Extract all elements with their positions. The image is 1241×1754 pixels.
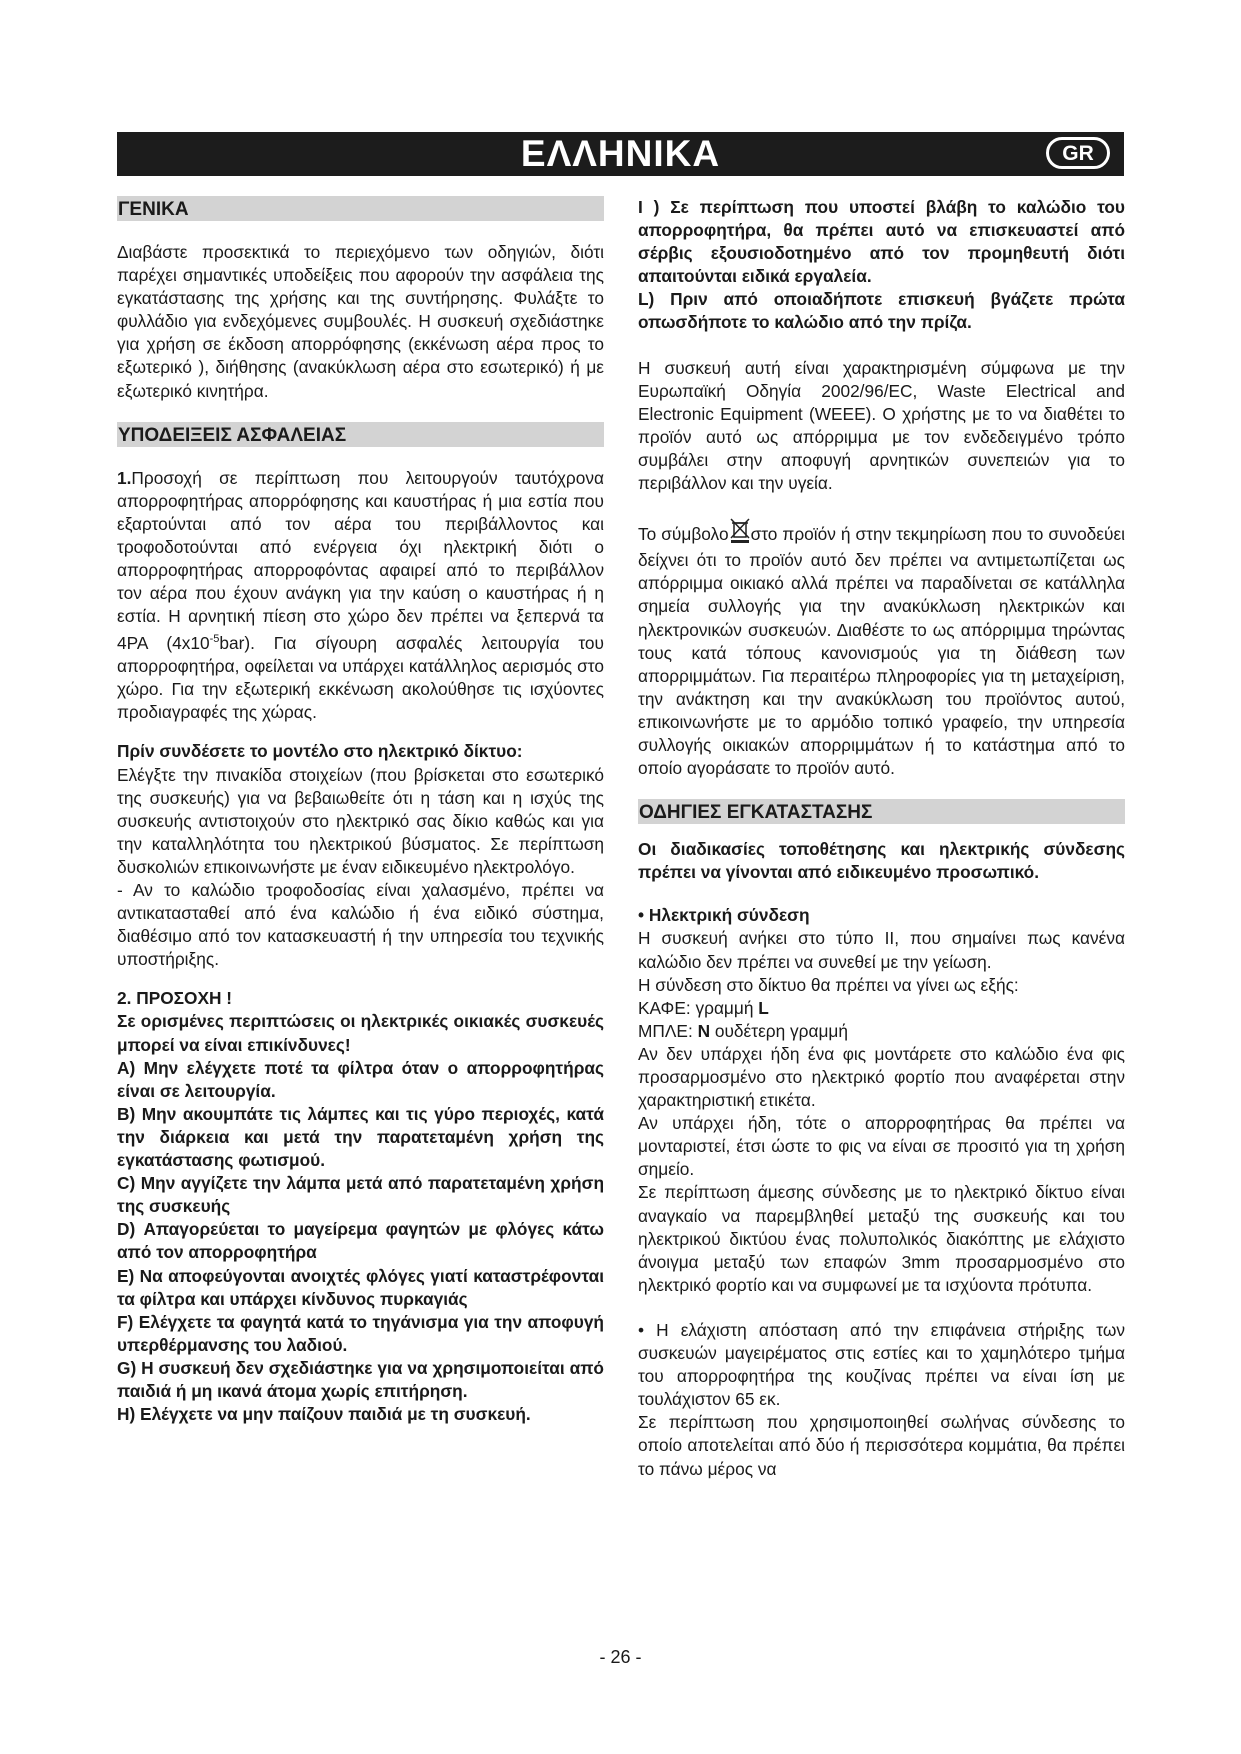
symbol-text-a: Το σύμβολο	[638, 524, 729, 545]
safety-item-1-text-a: Προσοχή σε περίπτωση που λειτουργούν ταυτόχρονα απορροφητήρας απορρόφησης και καυστήρας ή μια εστία που εξαρτούνται από τον αέρα του περιβάλλοντος και τροφοδοτούνται από ενέργεια όχι ηλεκτρική διότι ο απορροφητήρας απορροφόντας αφαιρεί από το περιβάλλον τον αέρα που έχουν ανάγκη για την καύση ο καυστήρας ή η εστία. Η αρνητική πίεση στο χώρο δεν πρέπει να ξεπερνά τα 4PA (4x10	[117, 467, 604, 654]
connect-title: Πρίν συνδέσετε το μοντέλο στο ηλεκτρικό δίκτυο:	[117, 741, 523, 762]
plug-text-3: Σε περίπτωση άμεσης σύνδεσης με το ηλεκτρικό δίκτυο είναι αναγκαίο να παρεμβληθεί μεταξύ της συσκευής και του ηλεκτρικού δικτύου ένας πολυπολικός διακόπτης με ελάχιστο άνοιγμα μεταξύ των επαφών 3mm προσαρμοσμένο στο ηλεκτρικό φορτίο και να συμφωνεί με τα ισχύοντα πρότυπα.	[638, 1182, 1125, 1295]
crossed-bin-icon	[729, 517, 751, 549]
safety-item-1	[117, 467, 604, 725]
electric-connection-title: • Ηλεκτρική σύνδεση	[638, 905, 810, 926]
attention-2-title: 2. ΠΡΟΣΟΧΗ !	[117, 988, 233, 1009]
install-intro: Οι διαδικασίες τοποθέτησης και ηλεκτρικής σύνδεσης πρέπει να γίνονται από ειδικευμένο προσωπικό.	[638, 839, 1125, 883]
left-column	[117, 196, 604, 1426]
electric-text-2: Η σύνδεση στο δίκτυο θα πρέπει να γίνει ως εξής:	[638, 974, 1019, 995]
safety-item-1-text-b: bar). Για σίγουρη ασφαλές λειτουργία του απορροφητήρα, οφείλεται να υπάρχει κατάλληλος αερισμός στο χώρο. Για την εξωτερική εκκένωση ακολούθησε τις ισχύοντες προδιαγραφές της χώρας.	[117, 633, 604, 723]
country-badge: GR	[1046, 137, 1110, 169]
warning-a: A) Μην ελέγχετε ποτέ τα φίλτρα όταν ο απορροφητήρας είναι σε λειτουργία.	[117, 1057, 604, 1101]
symbol-text-b: στο προϊόν ή στην τεκμηρίωση που το συνοδεύει δείχνει ότι το προϊόν αυτό δεν πρέπει να αντιμετωπίζεται ως απόρριμμα οικιακό αλλά πρέπει να παραδίνεται σε κατάλληλα σημεία συλλογής για την ανακύκλωση ηλεκτρικών και ηλεκτρονικών συσκευών. Διαθέστε το ως απόρριμμα τηρώντας τους κατά τόπους κανονισμούς για τη διάθεση των απορριμμάτων. Για περαιτέρω πληροφορίες για τη μεταχείριση, την ανάκτηση και την ανακύκλωση του προϊόντος αυτού, επικοινωνήστε με το αρμόδιο τοπικό γραφείο, την υπηρεσία συλλογής οικιακών απορριμμάτων ή το κατάστημα από το οποίο αγοράσατε το προϊόν αυτό.	[638, 524, 1126, 779]
warning-i: I ) Σε περίπτωση που υποστεί βλάβη το καλώδιο του απορροφητήρα, θα πρέπει αυτό να επισκευαστεί από σέρβις εξουσιοδοτημένο από τον προμηθευτή διότι απαιτούνται ειδικά εργαλεία.	[638, 197, 1125, 287]
blue-wire-desc: ουδέτερη γραμμή	[714, 1020, 849, 1041]
warning-d: D) Απαγορεύεται το μαγείρεμα φαγητών με φλόγες κάτω από τον απορροφητήρα	[117, 1219, 604, 1263]
tube-text: Σε περίπτωση που χρησιμοποιηθεί σωλήνας σύνδεσης το οποίο αποτελείται από δύο ή περισσότερα κομμάτια, θα πρέπει το πάνω μέρος να	[638, 1412, 1125, 1479]
right-column	[638, 196, 1125, 1481]
warning-l: L) Πριν από οποιαδήποτε επισκευή βγάζετε πρώτα οπωσδήποτε το καλώδιο από την πρίζα.	[638, 289, 1125, 333]
safety-item-1-exponent: -5	[209, 633, 220, 646]
language-banner	[117, 132, 1124, 176]
weee-text: Η συσκευή αυτή είναι χαρακτηρισμένη σύμφωνα με την Ευρωπαϊκή Οδηγία 2002/96/EC, Waste Electrical and Electronic Equipment (WEEE). Ο χρήστης με το να διαθέτει το προϊόν αυτό ως απόρριμμα με τον ενδεδειγμένο τρόπο συμβάλει στην αποφυγή αρνητικών συνεπειών για το περιβάλλον και την υγεία.	[638, 357, 1125, 494]
symbol-paragraph	[638, 517, 1125, 780]
language-title: ΕΛΛΗΝΙΚΑ	[520, 133, 721, 174]
install-heading: ΟΔΗΓΙΕΣ ΕΓΚΑΤΑΣΤΑΣΗΣ	[638, 799, 1125, 824]
brown-wire-code: L	[758, 997, 769, 1018]
brown-wire-label: ΚΑΦΕ: γραμμή	[638, 997, 754, 1018]
warning-f: F) Ελέγχετε τα φαγητά κατά το τηγάνισμα για την αποφυγή υπερθέρμανσης του λαδιού.	[117, 1311, 604, 1355]
warning-b: B) Μην ακουμπάτε τις λάμπες και τις γύρο περιοχές, κατά την διάρκεια και μετά την παρατεταμένη χρήση της εγκατάστασης φωτισμού.	[117, 1103, 604, 1171]
cable-text: - Αν το καλώδιο τροφοδοσίας είναι χαλασμένο, πρέπει να αντικατασταθεί από ένα καλώδιο ή ένα ειδικό σύστημα, διαθέσιμο από τον κατασκευαστή ή την υπηρεσία του τεχνικής υποστήριξης.	[117, 880, 604, 970]
distance-text: • Η ελάχιστη απόσταση από την επιφάνεια στήριξης των συσκευών μαγειρέματος στις εστίες και το χαμηλότερο τμήμα του απορροφητήρα της κουζίνας πρέπει να είναι ίση με τουλάχιστον 65 εκ.	[638, 1319, 1125, 1410]
blue-wire-line	[638, 1020, 1125, 1043]
page-number: - 26 -	[599, 1647, 642, 1667]
warning-e: E) Να αποφεύγονται ανοιχτές φλόγες γιατί καταστρέφονται τα φίλτρα και υπάρχει κίνδυνος πυρκαγιάς	[117, 1265, 604, 1309]
connect-text: Ελέγξτε την πινακίδα στοιχείων (που βρίσκεται στο εσωτερικό της συσκευής) για να βεβαιωθείτε ότι η τάση και η ισχύς της συσκευής αντιστοιχούν στο ηλεκτρικό σας δίκιο καθώς και για την καταλληλότητα του ηλεκτρικού βύσματος. Σε περίπτωση δυσκολιών επικοινωνήστε με έναν ειδικευμένο ηλεκτρολόγο.	[117, 764, 604, 877]
electric-text-1: Η συσκευή ανήκει στο τύπο II, που σημαίνει πως κανένα καλώδιο δεν πρέπει να συνεθεί με την γείωση.	[638, 928, 1125, 972]
safety-item-1-number: 1.	[117, 467, 132, 488]
general-heading: ΓΕΝΙΚΑ	[117, 196, 604, 221]
plug-text-2: Αν υπάρχει ήδη, τότε ο απορροφητήρας θα πρέπει να μονταριστεί, έτσι ώστε το φις να είναι σε προσιτό για τη χρήση σημείο.	[638, 1113, 1125, 1180]
warning-g: G) Η συσκευή δεν σχεδιάστηκε για να χρησιμοποιείται από παιδιά ή μη ικανά άτομα χωρίς επιτήρηση.	[117, 1357, 604, 1401]
plug-text-1: Αν δεν υπάρχει ήδη ένα φις μοντάρετε στο καλώδιο ένα φις προσαρμοσμένο στο ηλεκτρικό φορτίο που αναφέρεται στην χαρακτηριστική ετικέτα.	[638, 1043, 1125, 1111]
warning-c: C) Μην αγγίζετε την λάμπα μετά από παρατεταμένη χρήση της συσκευής	[117, 1173, 604, 1217]
blue-wire-code: N	[697, 1020, 711, 1041]
warning-h: H) Ελέγχετε να μην παίζουν παιδιά με τη συσκευή.	[117, 1404, 531, 1425]
brown-wire-line	[638, 997, 1125, 1020]
general-text: Διαβάστε προσεκτικά το περιεχόμενο των οδηγιών, διότι παρέχει σημαντικές υποδείξεις που αφορούν την ασφάλεια της εγκατάστασης της χρήσης και της συντήρησης. Φυλάξτε το φυλλάδιο για ενδεχόμενες συμβουλές. Η συσκευή σχεδιάστηκε για χρήση σε έκδοση απορρόφησης (εκκένωση αέρα προς το εξωτερικό ), διήθησης (ανακύκλωση αέρα στο εσωτερικό) ή με εξωτερικό κινητήρα.	[117, 242, 604, 401]
blue-wire-label: ΜΠΛΕ:	[638, 1020, 693, 1041]
warning-intro: Σε ορισμένες περιπτώσεις οι ηλεκτρικές οικιακές συσκευές μπορεί να είναι επικίνδυνες!	[117, 1011, 604, 1055]
safety-heading: ΥΠΟΔΕΙΞΕΙΣ ΑΣΦΑΛΕΙΑΣ	[117, 422, 604, 447]
